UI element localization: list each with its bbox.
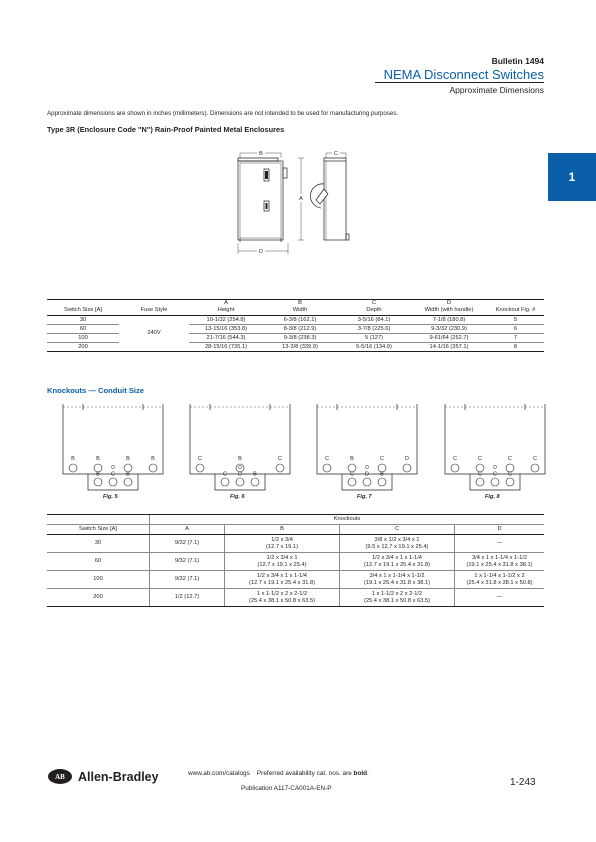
title-divider	[375, 82, 544, 83]
knockout-label: B	[71, 456, 75, 462]
knockout-figure	[58, 402, 168, 502]
col-c: C	[340, 525, 455, 535]
knockout-label: B	[380, 471, 384, 478]
table-row: 60 13-15/16 (353.8) 8-3/8 (212.9) 3-7/8 (225.6) 9-3/32 (230.9) 6	[47, 325, 544, 334]
col-fuse-style: Fuse Style	[119, 300, 189, 316]
knockout-label: D	[365, 471, 369, 478]
page-subtitle: Approximate Dimensions	[449, 85, 544, 95]
knockout-hole-small	[494, 466, 497, 469]
table-row: 200 28-15/16 (735.1) 13-3/8 (339.9) 5-5/16 (134.9) 14-1/16 (357.1) 8	[47, 343, 544, 352]
knockout-label: C	[350, 471, 354, 478]
knockout-hole	[94, 478, 102, 486]
table-row: 100 9/32 (7.1) 1/2 x 3/4 x 1 x 1-1/4 (12.7 x 19.1 x 25.4 x 31.8) 3/4 x 1 x 1-1/4 x 1-1/2 (19.1 x 25.4 x 31.8 x 38.1) 1 x 1-1/4 x 1-1/2 x 2 (25.4 x 31.8 x 38.1 x 50.8)	[47, 571, 544, 589]
knockout-hole	[221, 478, 229, 486]
knockout-hole	[348, 478, 356, 486]
knockout-label: C	[111, 471, 115, 478]
col-d: D	[455, 525, 545, 535]
knockout-figure	[185, 402, 295, 502]
knockout-hole-small	[112, 466, 115, 469]
knockout-hole	[276, 464, 284, 472]
col-a: A Height	[189, 300, 263, 316]
knockout-label: B	[126, 456, 130, 462]
knockout-label: C	[533, 456, 537, 462]
knockout-label: C	[493, 471, 497, 478]
dim-label-a: A	[299, 196, 303, 202]
knockout-hole	[491, 478, 499, 486]
knockouts-group-header: Knockouts	[150, 515, 545, 525]
fuse-style-cell: 240V	[119, 316, 189, 352]
col-b: B Width	[263, 300, 337, 316]
knockout-label: C	[478, 471, 482, 478]
knockout-figure	[312, 402, 422, 502]
table-row: 100 21-7/16 (544.3) 9-3/8 (238.3) 5 (127) 9-61/64 (252.7) 7	[47, 334, 544, 343]
knockout-label: C	[325, 456, 329, 462]
knockout-label: C	[508, 456, 512, 462]
knockout-hole	[323, 464, 331, 472]
knockout-hole	[451, 464, 459, 472]
knockout-hole	[251, 478, 259, 486]
col-a: A	[150, 525, 225, 535]
intro-text: Approximate dimensions are shown in inches (millimeters). Dimensions are not intended to be used for manufacturing purposes.	[47, 110, 399, 117]
preferred-bold: bold	[353, 770, 368, 777]
knockout-label: C	[198, 456, 202, 462]
page-title: NEMA Disconnect Switches	[383, 67, 544, 82]
knockout-label: D	[238, 471, 242, 478]
knockout-hole	[506, 478, 514, 486]
logo-text: Allen-Bradley	[78, 769, 159, 784]
knockout-hole	[531, 464, 539, 472]
figure-caption: Fig. 6	[230, 494, 245, 500]
allen-bradley-logo	[48, 769, 159, 784]
knockout-label: C	[380, 456, 384, 462]
enclosure-drawing	[228, 144, 368, 262]
knockout-figure	[440, 402, 550, 502]
knockout-label: C	[508, 471, 512, 478]
dim-label-c: C	[334, 151, 338, 157]
dim-label-d: D	[259, 249, 263, 255]
section-title: Type 3R (Enclosure Code "N") Rain-Proof Painted Metal Enclosures	[47, 125, 285, 134]
knockout-hole	[149, 464, 157, 472]
knockout-label: B	[253, 471, 257, 478]
knockout-label: B	[126, 471, 130, 478]
table-row: 30 240V 10-1/32 (254.8) 6-3/8 (162.1) 3-5/16 (84.1) 7-1/8 (180.8) 5	[47, 316, 544, 325]
dimensions-table	[47, 299, 544, 352]
knockout-label: C	[478, 456, 482, 462]
figure-caption: Fig. 5	[103, 494, 118, 500]
knockout-label: C	[278, 456, 282, 462]
knockout-label: B	[350, 456, 354, 462]
knockout-hole	[109, 478, 117, 486]
preferred-note: Preferred availability cat. nos. are	[256, 770, 352, 777]
knockout-hole	[124, 478, 132, 486]
ab-logo-mark: AB	[48, 769, 72, 784]
col-b: B	[225, 525, 340, 535]
knockout-hole	[196, 464, 204, 472]
col-d: D Width (with handle)	[411, 300, 487, 316]
publication-number: Publication A117-CA001A-EN-P	[241, 785, 332, 792]
section-tab: 1	[548, 153, 596, 201]
figure-caption: Fig. 7	[357, 494, 372, 500]
table-row: 60 9/32 (7.1) 1/2 x 3/4 x 1 (12.7 x 19.1 x 25.4) 1/2 x 3/4 x 1 x 1-1/4 (12.7 x 19.1 x 25.4 x 31.8) 3/4 x 1 x 1-1/4 x 1-1/2 (19.1 x 25.4 x 31.8 x 38.1)	[47, 553, 544, 571]
col-knockout: Knockout Fig. #	[487, 300, 544, 316]
knockout-hole	[363, 478, 371, 486]
col-c: C Depth	[337, 300, 411, 316]
knockout-hole	[69, 464, 77, 472]
knockouts-table	[47, 514, 544, 607]
knockout-hole	[378, 478, 386, 486]
knockout-hole	[403, 464, 411, 472]
knockout-label: C	[223, 471, 227, 478]
knockout-label: D	[405, 456, 409, 462]
table-row: 200 1/2 (12.7) 1 x 1-1/2 x 2 x 2-1/2 (25.4 x 38.1 x 50.8 x 63.5) 1 x 1-1/2 x 2 x 2-1/2 (25.4 x 38.1 x 50.8 x 63.5) —	[47, 589, 544, 607]
dim-label-b: B	[259, 151, 263, 157]
footer-catalog-line: www.ab.com/catalogs Preferred availability cat. nos. are bold.	[188, 770, 369, 777]
table-row: 30 9/32 (7.1) 1/2 x 3/4 (12.7 x 19.1) 3/8 x 1/2 x 3/4 x 1 (9.5 x 12.7 x 19.1 x 25.4) —	[47, 535, 544, 553]
knockout-label: B	[151, 456, 155, 462]
col-switch-size: Switch Size [A]	[47, 300, 119, 316]
knockout-label: C	[453, 456, 457, 462]
knockout-hole	[476, 478, 484, 486]
knockout-label: B	[96, 456, 100, 462]
knockout-label: B	[96, 471, 100, 478]
catalog-url[interactable]: www.ab.com/catalogs	[188, 770, 250, 777]
knockout-hole-small	[239, 466, 242, 469]
knockout-hole-small	[366, 466, 369, 469]
page-number: 1-243	[510, 777, 536, 788]
col-switch-size: Switch Size [A]	[47, 525, 150, 535]
figure-caption: Fig. 8	[485, 494, 500, 500]
knockout-label: B	[238, 456, 242, 462]
bulletin-label: Bulletin 1494	[491, 56, 544, 66]
knockouts-title: Knockouts — Conduit Size	[47, 386, 145, 395]
knockout-hole	[236, 478, 244, 486]
